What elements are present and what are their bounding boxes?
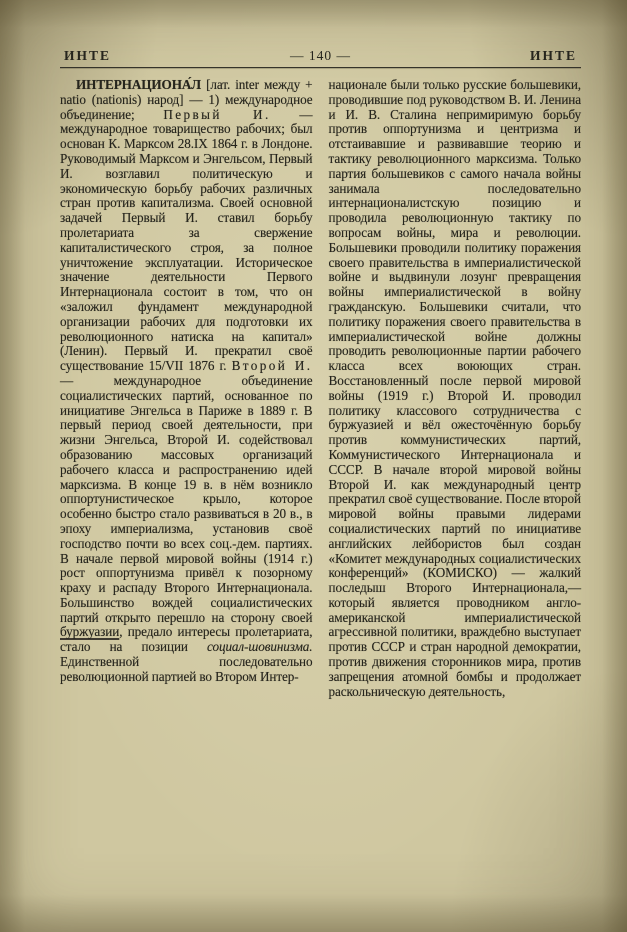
text-segment: национале были только русские большевики, проводившие под руководством В. И. Ленина и И. В. Сталина непримиримую борьбу против оппортунизма и центризма и отстаивавшие и развивавшие теорию и тактику революционного марксизма. Только партия большевиков с самого начала войны занимала последовательно интернационалистскую позицию и проводила революционную тактику по вопросам войны, мира и революции. Большевики проводили политику поражения своего правительства в империалистической войне и выдвинули лозунг превращения войны империалистической в войну гражданскую. Большевики считали, что политику поражения своего правительства в империалистической войне должны проводить революционные партии рабочего класса всех воюющих стран. Восстановленный после первой мировой войны (1919 г.) Второй И. проводил политику классового сотрудничества с буржуазией и вёл ожесточённую борьбу против коммунистических партий, Коммунистического Интернационала и СССР. В начале второй мировой войны Второй И. как международный центр прекратил своё существование. После второй мировой войны правыми лидерами социалистических партий по инициативе английских лейбористов был создан «Комитет международных социалистических конференций» (КОМИСКО) — жалкий последыш Второго Интернационала,— который является проводником англо-американской империалистической агрессивной политики, враждебно выступает против СССР и стран народной демократии, против движения сторонников мира, против запрещения атомной бомбы и продолжает раскольническую деятельность,	[328, 77, 581, 699]
text-segment: — международное объединение социалистических партий, основанное по инициативе Энгельса в Париже в 1889 г. В первый период своей деятельности, при жизни Энгельса, Второй И. содействовал образованию массовых организаций рабочего класса и распространению идей марксизма. В конце 19 в. в нём возникло оппортунистическое крыло, которое особенно быстро стало развиваться в 20 в., в эпоху империализма, установив своё господство почти во всех соц.-дем. партиях. В начале первой мировой войны (1914 г.) рост оппортунизма привёл к позорному краху и распаду Второго Интернационала. Большинство вождей социалистических партий открыто перешло на сторону своей	[60, 372, 313, 625]
header-rule	[60, 67, 581, 68]
entry-headword: ИНТЕРНАЦИОНА́Л	[76, 77, 202, 92]
text-segment: — международное товарищество рабочих; был основан К. Марксом 28.IX 1864 г. в Лондоне. Руководимый Марксом и Энгельсом, Первый И. возглавил политическую и экономическую борьбу рабочих различных стран против капитализма. Своей основной задачей Первый И. ставил борьбу пролетариата за свержение капиталистического строя, за полное уничтожение эксплуатации. Историческое значение деятельности Первого Интернационала состоит в том, что он «заложил фундамент международной организации рабочих для подготовки их революционного натиска на капитал» (Ленин). Первый И. прекратил своё существование 15/VII 1876 г.	[60, 106, 313, 374]
text-segment: [лат. inter между + natio (nationis) народ] — 1) международное объединение;	[60, 77, 313, 122]
right-column	[329, 78, 582, 699]
entry-text-right	[329, 78, 582, 699]
italic-term: социал-шовинизма.	[207, 639, 313, 655]
left-column	[60, 78, 313, 699]
spaced-term: Второй И.	[231, 358, 313, 374]
entry-text-left	[60, 78, 313, 685]
text-columns	[60, 78, 581, 699]
header-guide-word-left: ИНТЕ	[64, 48, 112, 63]
spaced-term: Первый И.	[163, 106, 271, 122]
page-number: — 140 —	[290, 48, 351, 63]
text-segment: Единственной последовательно революционной партией во Втором Интер-	[60, 654, 313, 684]
text-segment: , предало интересы пролетариата, стало на позиции	[60, 624, 313, 655]
pencil-underlined-word: буржуазии	[60, 624, 120, 640]
header-guide-word-right: ИНТЕ	[529, 48, 577, 63]
page-header	[60, 48, 581, 66]
